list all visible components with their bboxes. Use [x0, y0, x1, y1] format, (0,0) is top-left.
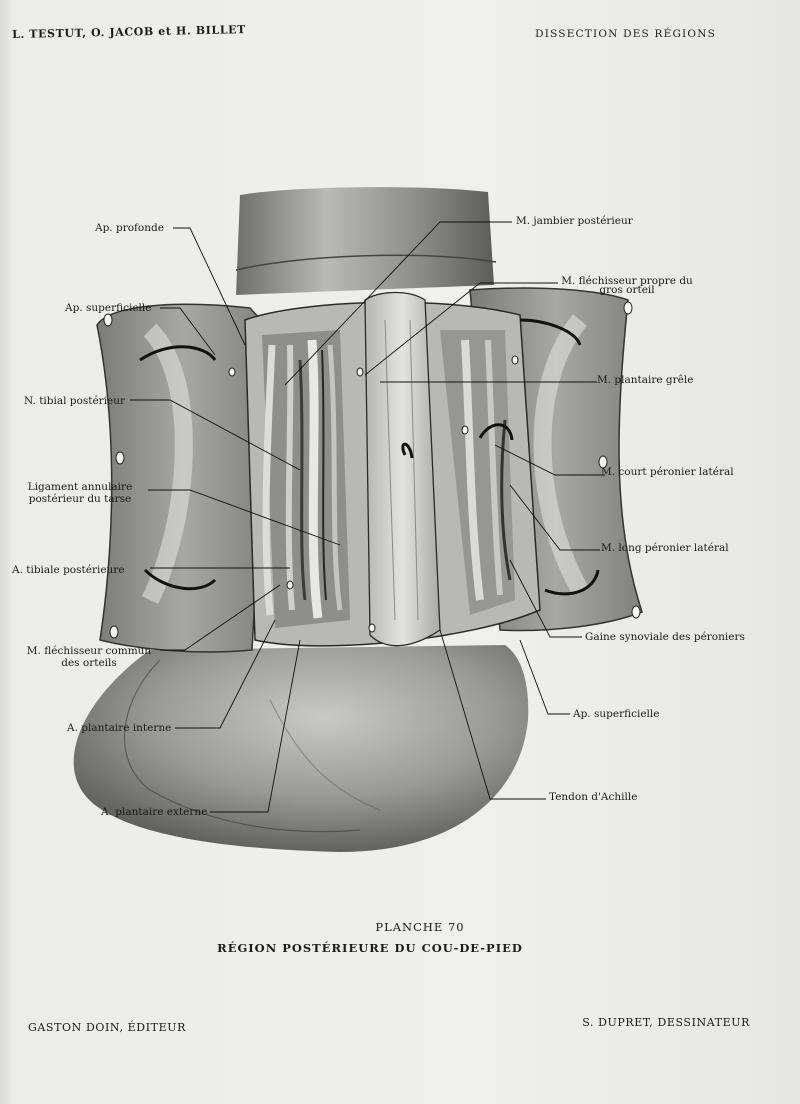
label-m-long-peronier: M. long péronier latéral — [601, 542, 729, 554]
label-gaine-synoviale: Gaine synoviale des péroniers — [585, 631, 745, 643]
label-ap-superficielle-left: Ap. superficielle — [65, 302, 152, 314]
label-ap-profonde: Ap. profonde — [95, 222, 164, 234]
label-m-jambier-posterieur: M. jambier postérieur — [516, 215, 633, 227]
leg-shape — [236, 187, 496, 295]
label-flechisseur-propre-line1: M. fléchisseur propre du — [561, 275, 693, 287]
label-m-plantaire-grele: M. plantaire grêle — [597, 374, 694, 386]
header-authors: L. TESTUT, O. JACOB et H. BILLET — [12, 23, 246, 41]
label-a-plantaire-externe: A. plantaire externe — [101, 806, 208, 818]
label-ligament-line1: Ligament annulaire — [27, 481, 133, 493]
label-flechisseur-propre — [556, 275, 698, 296]
label-n-tibial-posterieur: N. tibial postérieur — [24, 395, 126, 407]
label-ap-superficielle-right: Ap. superficielle — [573, 708, 660, 720]
label-m-court-peronier: M. court péronier latéral — [601, 466, 734, 478]
heel-shape — [74, 645, 529, 852]
label-a-plantaire-interne: A. plantaire interne — [67, 722, 172, 734]
label-tendon-achille: Tendon d'Achille — [549, 791, 638, 803]
label-ligament-line2: postérieur du tarse — [28, 493, 132, 505]
label-a-tibiale-posterieure: A. tibiale postérieure — [12, 564, 125, 576]
label-flechisseur-commun — [14, 645, 164, 669]
label-flechisseur-commun-line2: des orteils — [61, 657, 117, 669]
plate-title: RÉGION POSTÉRIEURE DU COU-DE-PIED — [217, 941, 523, 955]
label-ligament-annulaire — [14, 481, 146, 505]
plate-number: PLANCHE 70 — [375, 920, 465, 934]
header-section: DISSECTION DES RÉGIONS — [535, 28, 716, 40]
footer-artist: S. DUPRET, DESSINATEUR — [582, 1016, 750, 1029]
label-flechisseur-commun-line1: M. fléchisseur commun — [26, 645, 152, 657]
label-flechisseur-propre-line2: gros orteil — [599, 284, 655, 296]
footer-publisher: GASTON DOIN, ÉDITEUR — [28, 1021, 186, 1034]
